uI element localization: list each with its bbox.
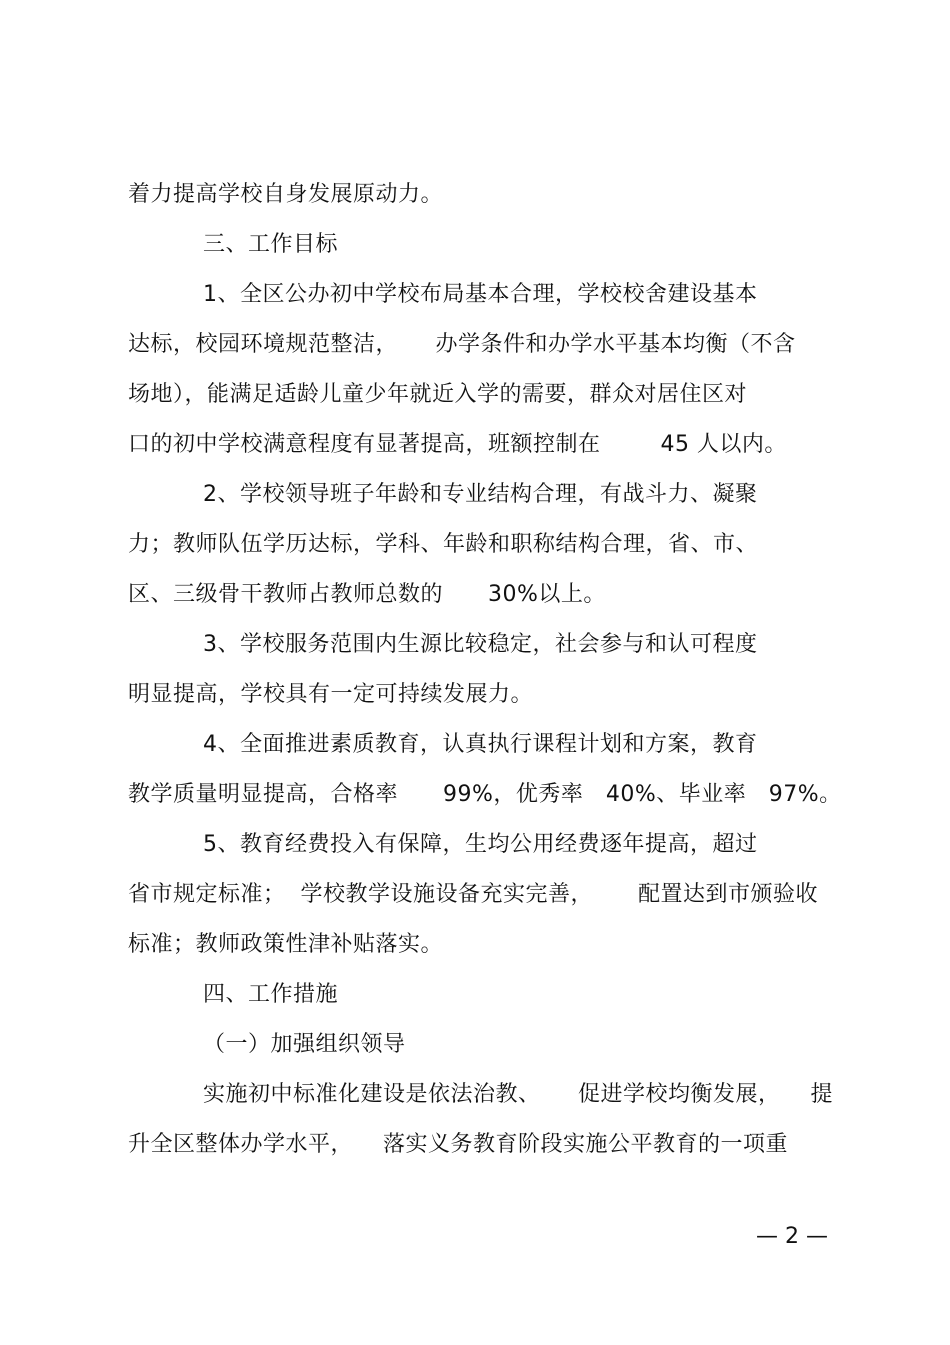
page-number: — 2 — — [756, 1224, 828, 1249]
subsection-heading-1: （一）加强组织领导 — [203, 1032, 406, 1057]
body-line-14: 5、教育经费投入有保障，生均公用经费逐年提高，超过 — [203, 832, 758, 857]
body-line-5: 场地），能满足适龄儿童少年就近入学的需要，群众对居住区对 — [128, 382, 748, 407]
body-line-19: 实施初中标准化建设是依法治教、 促进学校均衡发展， 提 — [203, 1082, 833, 1107]
body-line-16: 标准；教师政策性津补贴落实。 — [128, 932, 444, 957]
body-line-3: 1、全区公办初中学校布局基本合理，学校校舍建设基本 — [203, 282, 758, 307]
section-heading-measures: 四、工作措施 — [203, 982, 339, 1007]
body-line-15: 省市规定标准； 学校教学设施设备充实完善， 配置达到市颁验收 — [128, 882, 818, 907]
body-line-20: 升全区整体办学水平， 落实义务教育阶段实施公平教育的一项重 — [128, 1132, 788, 1157]
body-line-7: 2、学校领导班子年龄和专业结构合理，有战斗力、凝聚 — [203, 482, 758, 507]
section-heading-goals: 三、工作目标 — [203, 232, 339, 257]
body-line-1: 着力提高学校自身发展原动力。 — [128, 182, 444, 207]
body-line-4: 达标，校园环境规范整洁， 办学条件和办学水平基本均衡（不含 — [128, 332, 796, 357]
body-line-8: 力；教师队伍学历达标，学科、年龄和职称结构合理，省、市、 — [128, 532, 759, 557]
body-line-6: 口的初中学校满意程度有显著提高，班额控制在 45 人以内。 — [128, 432, 787, 457]
body-line-11: 明显提高，学校具有一定可持续发展力。 — [128, 682, 534, 707]
body-line-10: 3、学校服务范围内生源比较稳定，社会参与和认可程度 — [203, 632, 758, 657]
body-line-9: 区、三级骨干教师占教师总数的 30%以上。 — [128, 582, 606, 607]
body-line-12: 4、全面推进素质教育，认真执行课程计划和方案，教育 — [203, 732, 758, 757]
body-line-13: 教学质量明显提高，合格率 99%，优秀率 40%、毕业率 97%。 — [128, 782, 842, 807]
